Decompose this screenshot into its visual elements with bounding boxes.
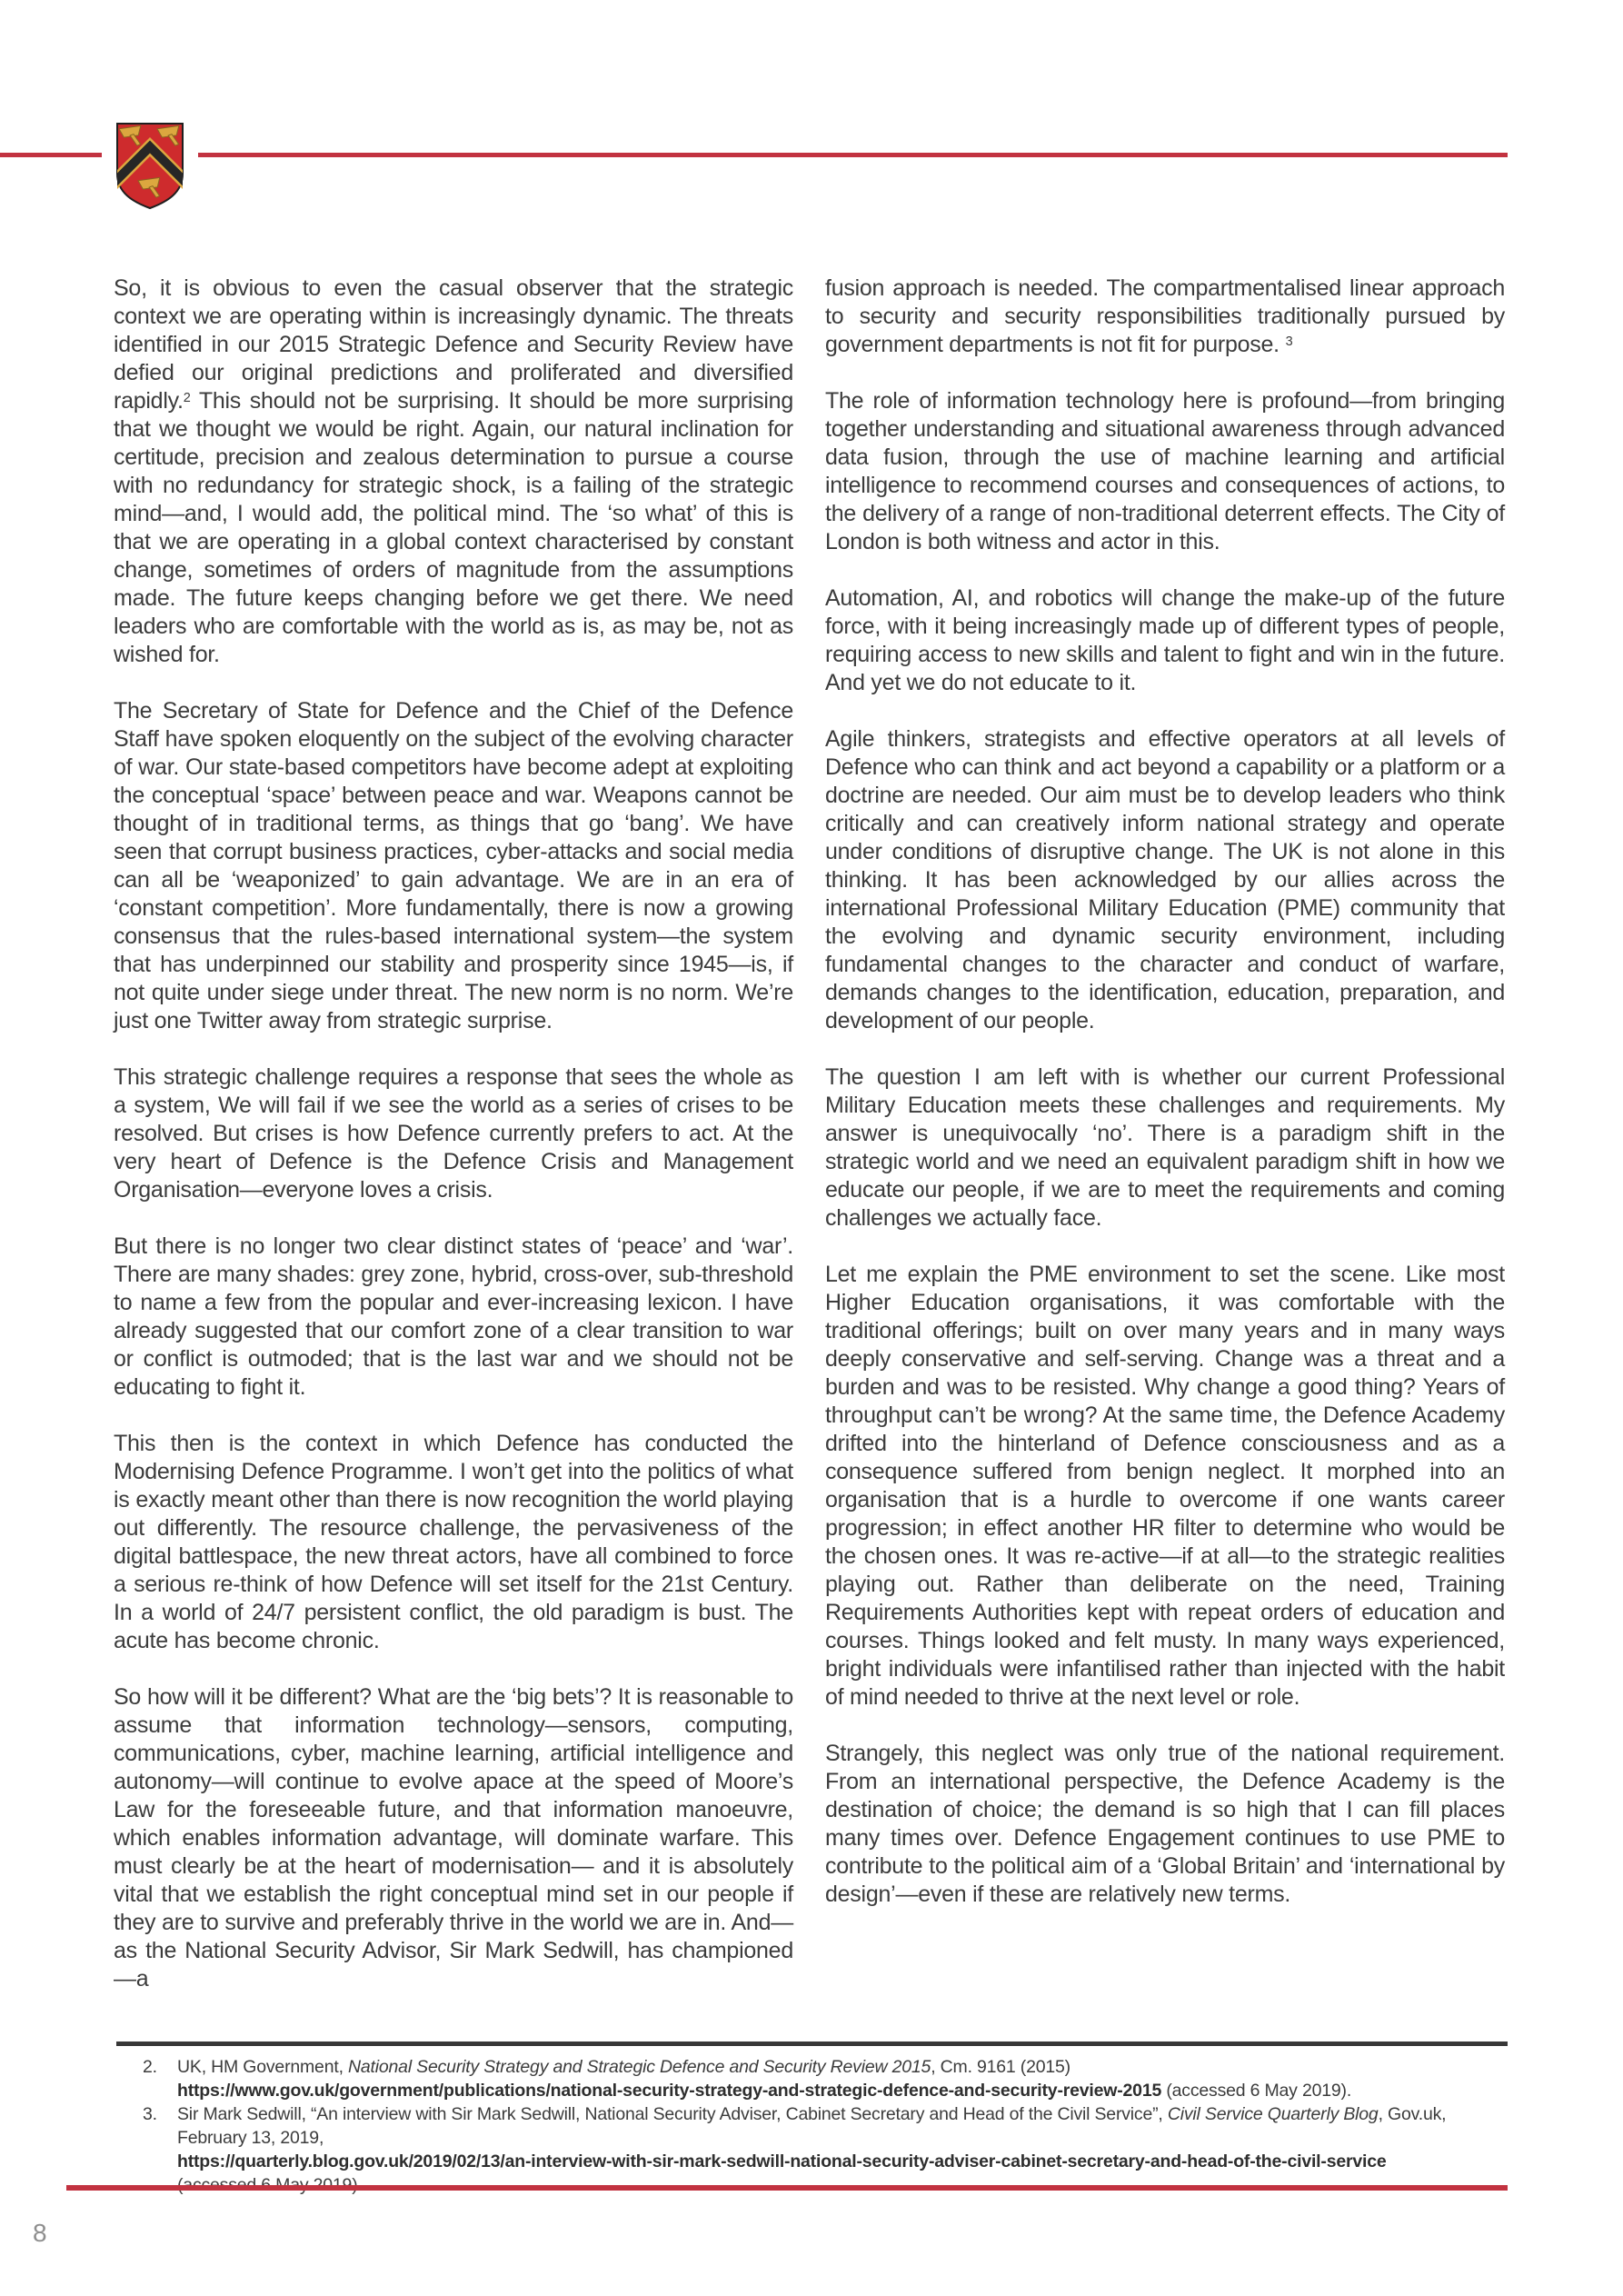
article-paragraph: This then is the context in which Defence has conducted the Modernising Defence Programme. I won’t get into the politics of what is exactly meant other than there is now recognition the world playing out differently. The resource challenge, the pervasiveness of the digital battlespace, the new threat actors, have all combined to force a serious re-think of how Defence will set itself for the 21st Century. In a world of 24/7 persistent conflict, the old paradigm is bust. The acute has become chronic. [114, 1431, 793, 1653]
article-body [114, 275, 1505, 1993]
footnote [143, 2055, 1508, 2102]
footnote [143, 2102, 1508, 2197]
article-paragraph: So, it is obvious to even the casual observer that the strategic context we are operating within is increasingly dynamic. The threats identified in our 2015 Strategic Defence and Security Review have defied our original predictions and proliferated and diversified rapidly.$^2$ This should not be surprising. It should be more surprising that we thought we would be right. Again, our natural inclination for certitude, precision and zealous determination to pursue a course with no redundancy for strategic shock, is a failing of the strategic mind—and, I would add, the political mind. The ‘so what’ of this is that we are operating in a global context characterised by constant change, sometimes of orders of magnitude from the assumptions made. The future keeps changing before we get there. We need leaders who are comfortable with the world as is, as may be, not as wished for. [114, 275, 793, 667]
article-paragraph: This strategic challenge requires a response that sees the whole as a system, We will fail if we see the world as a series of crises to be resolved. But crises is how Defence currently prefers to act. At the very heart of Defence is the Defence Crisis and Management Organisation—everyone loves a crisis. [114, 1064, 793, 1203]
footnote-url: https://www.gov.uk/government/publications/national-security-strategy-and-strategic-defence-and-security-review-2015 [177, 2081, 1162, 2101]
article-paragraph: Agile thinkers, strategists and effective operators at all levels of Defence who can think and act beyond a capability or a platform or a doctrine are needed. Our aim must be to develop leaders who think critically and can creatively inform national strategy and operate under conditions of disruptive change. The UK is not alone in this thinking. It has been acknowledged by our allies across the international Professional Military Education (PME) community that the evolving and dynamic security environment, including fundamental changes to the character and conduct of warfare, demands changes to the identification, education, preparation, and development of our people. [825, 726, 1505, 1033]
footnote-url: https://quarterly.blog.gov.uk/2019/02/13/an-interview-with-sir-mark-sedwill-national-security-adviser-cabinet-secretary-and-head-of-the-civil-service [177, 2151, 1387, 2171]
article-paragraph: The question I am left with is whether our current Professional Military Education meets these challenges and requirements. My answer is unequivocally ‘no’. There is a paradigm shift in the strategic world and we need an equivalent paradigm shift in how we educate our people, if we are to meet the requirements and coming challenges we actually face. [825, 1064, 1505, 1231]
article-paragraph: The role of information technology here is profound—from bringing together understanding and situational awareness through advanced data fusion, through the use of machine learning and artificial intelligence to recommend courses and consequences of actions, to the delivery of a range of non-traditional deterrent effects. The City of London is both witness and actor in this. [825, 388, 1505, 554]
footnotes-section [143, 2055, 1508, 2197]
footnote-reference-marker: 2 [183, 390, 191, 405]
article-paragraph: But there is no longer two clear distinct states of ‘peace’ and ‘war’. There are many shades: grey zone, hybrid, cross-over, sub-threshold to name a few from the popular and ever-increasing lexicon. I have already suggested that our comfort zone of a clear transition to war or conflict is outmoded; that is the last war and we should not be educating to fight it. [114, 1233, 793, 1400]
footnote-reference-marker: 3 [1285, 334, 1293, 349]
footnote-divider-rule [116, 2041, 1508, 2046]
footnote-text: Sir Mark Sedwill, “An interview with Sir Mark Sedwill, National Security Adviser, Cabinet Secretary and Head of the Civil Service”, Civil Service Quarterly Blog, Gov.uk, February 13, 2019, https://quarterly.blog.gov.uk/2019/02/13/an-interview-with-sir-mark-sedwill-national-security-adviser-cabinet-secretary-and-head-of-the-civil-service [177, 2104, 1447, 2171]
article-paragraph: fusion approach is needed. The compartmentalised linear approach to security and security responsibilities traditionally pursued by government departments is not fit for purpose. $^3$ [825, 275, 1505, 357]
crest-container [102, 94, 198, 248]
article-paragraph: The Secretary of State for Defence and the Chief of the Defence Staff have spoken eloquently on the subject of the evolving character of war. Our state-based competitors have become adept at exploiting the conceptual ‘space’ between peace and war. Weapons cannot be thought of in traditional terms, as things that go ‘bang’. We have seen that corrupt business practices, cyber-attacks and social media can all be ‘weaponized’ to gain advantage. We are in an era of ‘constant competition’. More fundamentally, there is now a growing consensus that the rules-based international system—the system that has underpinned our stability and prosperity since 1945—is, if not quite under siege under threat. The new norm is no norm. We’re just one Twitter away from strategic surprise. [114, 698, 793, 1033]
footnote-number: 3. [143, 2104, 157, 2124]
footnote-text: UK, HM Government, National Security Strategy and Strategic Defence and Security Review 2015, Cm. 9161 (2015) https://www.gov.uk/government/publications/national-security-strategy-and-strategic-defence-and-security-review-2015 (accessed 6 May 2019). [177, 2057, 1352, 2101]
article-paragraph: Automation, AI, and robotics will change the make-up of the future force, with it being increasingly made up of different types of people, requiring access to new skills and talent to fight and win in the future. And yet we do not educate to it. [825, 585, 1505, 695]
footnote-number: 2. [143, 2057, 157, 2077]
right-column [825, 275, 1505, 1993]
regimental-crest-icon [112, 119, 188, 214]
top-red-rule [0, 153, 1508, 157]
left-column [114, 275, 793, 1993]
page-number: 8 [33, 2219, 47, 2247]
article-paragraph: Let me explain the PME environment to set the scene. Like most Higher Education organisations, it was comfortable with the traditional offerings; built on over many years and in many ways deeply conservative and self-serving. Change was a threat and a burden and was to be resisted. Why change a good thing? Years of throughput can’t be wrong? At the same time, the Defence Academy drifted into the hinterland of Defence consciousness and as a consequence suffered from benign neglect. It morphed into an organisation that is a hurdle to overcome if one wants career progression; in effect another HR filter to determine who would be the chosen ones. It was re-active—if at all—to the strategic realities playing out. Rather than deliberate on the need, Training Requirements Authorities kept with repeat orders of education and courses. Things looked and felt musty. In many ways experienced, bright individuals were infantilised rather than injected with the habit of mind needed to thrive at the next level or role. [825, 1262, 1505, 1710]
bottom-red-rule [66, 2185, 1508, 2191]
article-paragraph: So how will it be different? What are the ‘big bets’? It is reasonable to assume that information technology—sensors, computing, communications, cyber, machine learning, artificial intelligence and autonomy—will continue to evolve apace at the speed of Moore’s Law for the foreseeable future, and that information manoeuvre, which enables information advantage, will dominate warfare. This must clearly be at the heart of modernisation— and it is absolutely vital that we establish the right conceptual mind set in our people if they are to survive and preferably thrive in the world we are in. And—as the National Security Advisor, Sir Mark Sedwill, has championed—a [114, 1684, 793, 1992]
article-paragraph: Strangely, this neglect was only true of the national requirement. From an international perspective, the Defence Academy is the destination of choice; the demand is so high that I can fill places many times over. Defence Engagement continues to use PME to contribute to the political aim of a ‘Global Britain’ and ‘international by design’—even if these are relatively new terms. [825, 1741, 1505, 1907]
